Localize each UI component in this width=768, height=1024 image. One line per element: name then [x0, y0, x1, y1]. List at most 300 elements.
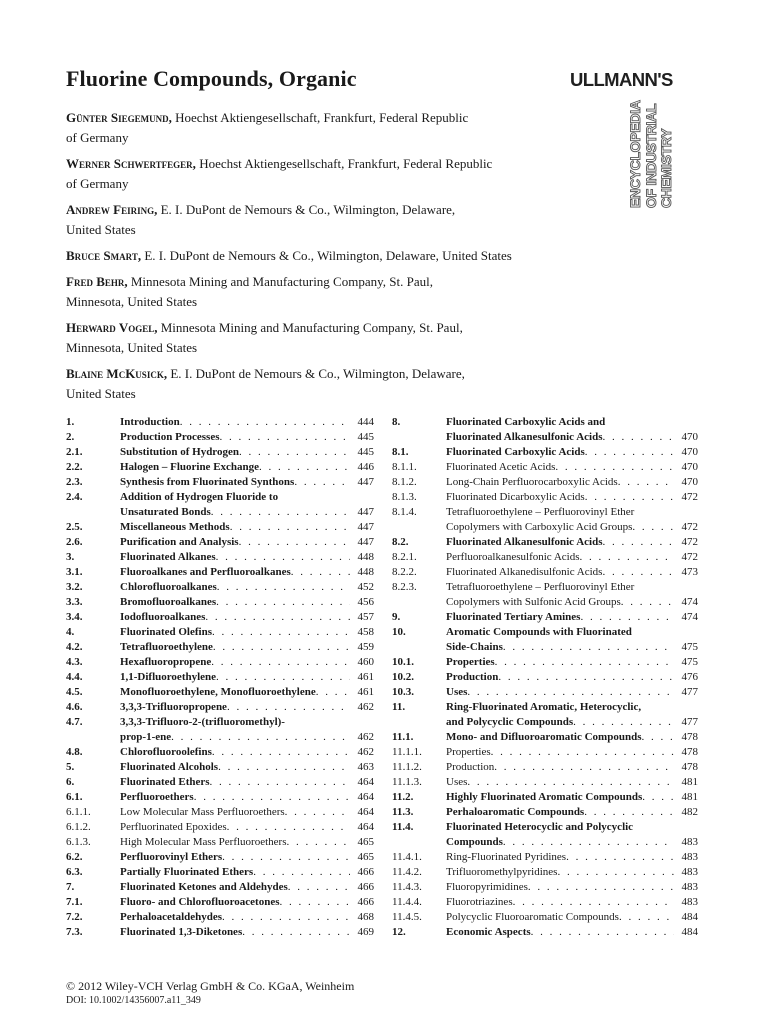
toc-section-title: Economic Aspects [446, 926, 531, 938]
toc-entry[interactable] [66, 745, 374, 760]
toc-section-title: Perfluoroalkanesulfonic Acids [446, 551, 580, 563]
toc-section-title: Fluorinated Alkanedisulfonic Acids [446, 566, 603, 578]
toc-leader-dots [642, 790, 674, 805]
author-affiliation: United States [66, 386, 136, 401]
toc-leader-dots [641, 730, 674, 745]
toc-entry[interactable] [392, 550, 698, 565]
toc-entry[interactable] [66, 850, 374, 865]
toc-page-number: 452 [357, 581, 374, 593]
toc-entry[interactable] [66, 565, 374, 580]
toc-leader-dots [212, 745, 350, 760]
toc-section-title: Bromofluoroalkanes [120, 596, 217, 608]
toc-section-number [66, 505, 120, 520]
toc-page-number: 470 [681, 446, 698, 458]
toc-page-number: 445 [357, 431, 374, 443]
toc-page-number: 478 [681, 731, 698, 743]
toc-section-number: 9. [392, 611, 401, 623]
toc-entry[interactable] [66, 790, 374, 805]
toc-section-title: Fluorotriazines [446, 896, 513, 908]
toc-entry[interactable] [66, 610, 374, 625]
toc-leader-dots [217, 580, 350, 595]
toc-leader-dots [632, 520, 674, 535]
toc-entry[interactable] [392, 670, 698, 685]
toc-section-title: Fluorinated Tertiary Amines [446, 611, 581, 623]
toc-leader-dots [171, 730, 350, 745]
toc-entry[interactable] [392, 730, 698, 745]
toc-leader-dots [194, 790, 350, 805]
toc-section-title: Tetrafluoroethylene – Perfluorovinyl Ether [446, 506, 635, 518]
toc-leader-dots [491, 745, 674, 760]
toc-page-number: 475 [681, 641, 698, 653]
toc-entry[interactable] [66, 520, 374, 535]
toc-page-number: 461 [357, 686, 374, 698]
toc-section-number: 2.1. [66, 446, 83, 458]
toc-leader-dots [227, 700, 350, 715]
toc-page-number: 466 [357, 896, 374, 908]
toc-section-number [392, 715, 446, 730]
toc-leader-dots [242, 925, 350, 940]
toc-page-number [674, 580, 698, 595]
toc-entry[interactable] [66, 820, 374, 835]
toc-section-title: Copolymers with Carboxylic Acid Groups [446, 521, 633, 533]
footer [66, 978, 354, 1008]
toc-section-number: 11.4.1. [392, 851, 422, 863]
toc-section-title: Perfluorinated Epoxides [120, 821, 227, 833]
toc-section-title: Compounds [446, 836, 503, 848]
author-affiliation: of Germany [66, 130, 129, 145]
toc-page-number: 484 [681, 926, 698, 938]
toc-page-number: 459 [357, 641, 374, 653]
toc-page-number: 445 [357, 446, 374, 458]
toc-entry[interactable] [392, 565, 698, 580]
toc-leader-dots [513, 895, 674, 910]
article-title: Fluorine Compounds, Organic [66, 66, 357, 91]
toc-page-number: 469 [357, 926, 374, 938]
toc-page-number: 464 [357, 776, 374, 788]
toc-section-number: 11.1.3. [392, 776, 422, 788]
toc-section-title: High Molecular Mass Perfluoroethers [120, 836, 287, 848]
toc-page-number: 470 [681, 476, 698, 488]
toc-section-number: 1. [66, 416, 75, 428]
toc-section-title: Fluorinated Alkanesulfonic Acids [446, 536, 603, 548]
toc-page-number [674, 415, 698, 430]
toc-page-number [350, 715, 374, 730]
toc-leader-dots [555, 460, 674, 475]
toc-entry[interactable] [392, 700, 698, 715]
toc-page-number: 447 [357, 521, 374, 533]
toc-section-number: 4.2. [66, 641, 83, 653]
toc-section-title: Aromatic Compounds with Fluorinated [446, 626, 632, 638]
toc-page-number: 472 [681, 491, 698, 503]
toc-section-number [66, 730, 120, 745]
toc-section-number: 8.1.1. [392, 461, 417, 473]
toc-leader-dots [316, 685, 350, 700]
toc-section-title: Low Molecular Mass Perfluoroethers [120, 806, 285, 818]
toc-entry[interactable] [66, 835, 374, 850]
toc-page-number: 460 [357, 656, 374, 668]
toc-section-title: Fluorinated Heterocyclic and Polycyclic [446, 821, 634, 833]
toc-entry[interactable] [392, 460, 698, 475]
author-entry [66, 246, 546, 266]
toc-entry[interactable] [392, 475, 698, 490]
toc-section-title: Hexafluoropropene [120, 656, 212, 668]
toc-entry[interactable] [392, 790, 698, 805]
toc-section-title: Mono- and Difluoroaromatic Compounds [446, 731, 642, 743]
toc-page-number: 472 [681, 551, 698, 563]
toc-page-number: 457 [357, 611, 374, 623]
toc-leader-dots [222, 910, 350, 925]
toc-entry[interactable] [66, 730, 374, 745]
toc-entry[interactable] [66, 775, 374, 790]
toc-entry[interactable] [392, 595, 698, 610]
toc-entry[interactable] [66, 595, 374, 610]
toc-page-number: 461 [357, 671, 374, 683]
toc-section-number: 4.7. [66, 716, 83, 728]
toc-page-number [674, 505, 698, 520]
toc-page-number: 466 [357, 881, 374, 893]
toc-section-title: Fluorinated Alkanesulfonic Acids [446, 431, 603, 443]
toc-page-number: 462 [357, 731, 374, 743]
toc-section-title: Chlorofluoroolefins [120, 746, 212, 758]
toc-entry[interactable] [66, 880, 374, 895]
toc-page-number: 474 [681, 611, 698, 623]
toc-leader-dots [220, 430, 351, 445]
toc-section-number: 4.8. [66, 746, 83, 758]
toc-section-title: Fluoroalkanes and Perfluoroalkanes [120, 566, 291, 578]
toc-section-number: 8.2.3. [392, 581, 417, 593]
toc-page-number: 484 [681, 911, 698, 923]
toc-section-title: Fluorinated Carboxylic Acids [446, 446, 585, 458]
toc-entry[interactable] [392, 655, 698, 670]
toc-section-number: 3.4. [66, 611, 83, 623]
toc-section-title: Side-Chains [446, 641, 503, 653]
toc-leader-dots [212, 625, 350, 640]
toc-leader-dots [619, 910, 674, 925]
logo-side-line: CHEMISTRY [658, 128, 674, 208]
toc-page-number: 478 [681, 761, 698, 773]
logo-vertical-text [628, 100, 675, 208]
toc-leader-dots [602, 565, 674, 580]
author-affiliation: E. I. DuPont de Nemours & Co., Wilmington, Delaware, United States [144, 248, 512, 263]
toc-section-title: Halogen – Fluorine Exchange [120, 461, 260, 473]
toc-section-number: 6.1.3. [66, 836, 91, 848]
toc-leader-dots [280, 895, 350, 910]
toc-section-number: 4.5. [66, 686, 83, 698]
author-entry [66, 272, 546, 312]
toc-entry[interactable] [66, 490, 374, 505]
toc-entry[interactable] [392, 610, 698, 625]
toc-entry[interactable] [66, 910, 374, 925]
toc-entry[interactable] [392, 445, 698, 460]
author-affiliation: Hoechst Aktiengesellschaft, Frankfurt, Federal Republic [199, 156, 493, 171]
toc-entry[interactable] [392, 850, 698, 865]
toc-page-number: 462 [357, 746, 374, 758]
toc-entry[interactable] [392, 925, 698, 940]
toc-entry[interactable] [392, 625, 698, 640]
toc-entry[interactable] [392, 775, 698, 790]
toc-section-number: 2.4. [66, 491, 83, 503]
toc-section-title: Chlorofluoroalkanes [120, 581, 217, 593]
toc-leader-dots [584, 805, 674, 820]
toc-section-number: 11.3. [392, 806, 414, 818]
author-name: Blaine McKusick, [66, 366, 168, 381]
toc-section-title: Partially Fluorinated Ethers [120, 866, 254, 878]
toc-leader-dots [218, 760, 350, 775]
toc-leader-dots [216, 550, 350, 565]
toc-section-number: 4. [66, 626, 75, 638]
logo-side-line: OF INDUSTRIAL [642, 103, 659, 208]
toc-section-title: Fluoropyrimidines [446, 881, 528, 893]
toc-entry[interactable] [66, 640, 374, 655]
author-name: Andrew Feiring, [66, 202, 158, 217]
author-affiliation: E. I. DuPont de Nemours & Co., Wilmington, Delaware, [170, 366, 465, 381]
toc-entry[interactable] [66, 685, 374, 700]
toc-entry[interactable] [66, 805, 374, 820]
toc-page-number: 444 [357, 416, 374, 428]
toc-leader-dots [467, 775, 674, 790]
toc-section-number: 7.3. [66, 926, 83, 938]
toc-section-title: Miscellaneous Methods [120, 521, 230, 533]
toc-page-number: 446 [357, 461, 374, 473]
toc-section-title: Fluorinated Dicarboxylic Acids [446, 491, 585, 503]
toc-entry[interactable] [392, 820, 698, 835]
toc-section-number [392, 430, 446, 445]
toc-section-title: 3,3,3-Trifluoropropene [120, 701, 227, 713]
toc-section-title: Fluoro- and Chlorofluoroacetones [120, 896, 280, 908]
toc-section-title: Properties [446, 746, 491, 758]
toc-section-title: Uses [446, 776, 468, 788]
toc-section-title: Fluorinated Alkanes [120, 551, 216, 563]
toc-section-number: 4.6. [66, 701, 83, 713]
toc-section-number: 2.6. [66, 536, 83, 548]
toc-entry[interactable] [392, 910, 698, 925]
toc-right-column [392, 415, 698, 940]
toc-section-number: 4.4. [66, 671, 83, 683]
toc-section-number: 8.2. [392, 536, 409, 548]
toc-section-title: Fluorinated Olefins [120, 626, 212, 638]
toc-entry[interactable] [392, 580, 698, 595]
toc-section-number: 3. [66, 551, 75, 563]
toc-leader-dots [180, 415, 350, 430]
toc-leader-dots [495, 655, 674, 670]
toc-section-title: Production Processes [120, 431, 220, 443]
toc-section-number: 5. [66, 761, 75, 773]
toc-page-number: 462 [357, 701, 374, 713]
toc-section-number: 3.1. [66, 566, 83, 578]
toc-section-title: Perhaloacetaldehydes [120, 911, 223, 923]
toc-section-title: 1,1-Difluoroethylene [120, 671, 217, 683]
toc-entry[interactable] [392, 895, 698, 910]
toc-leader-dots [285, 805, 350, 820]
toc-left-column [66, 415, 374, 940]
toc-leader-dots [585, 490, 674, 505]
toc-entry[interactable] [66, 760, 374, 775]
toc-section-title: Perfluoroethers [120, 791, 194, 803]
toc-page-number: 447 [357, 476, 374, 488]
toc-section-number: 6.3. [66, 866, 83, 878]
toc-section-number: 8.1.4. [392, 506, 417, 518]
toc-page-number: 483 [681, 851, 698, 863]
toc-section-title: Synthesis from Fluorinated Synthons [120, 476, 295, 488]
toc-entry[interactable] [66, 415, 374, 430]
toc-entry[interactable] [392, 685, 698, 700]
toc-section-number: 2.3. [66, 476, 83, 488]
toc-entry[interactable] [66, 655, 374, 670]
toc-entry[interactable] [66, 535, 374, 550]
author-affiliation: Minnesota Mining and Manufacturing Company, St. Paul, [160, 320, 463, 335]
toc-entry[interactable] [66, 550, 374, 565]
toc-leader-dots [585, 445, 674, 460]
toc-page-number [674, 625, 698, 640]
toc-section-title: Highly Fluorinated Aromatic Compounds [446, 791, 643, 803]
toc-section-title: Production [446, 671, 499, 683]
toc-section-title: Unsaturated Bonds [120, 506, 211, 518]
toc-page-number: 466 [357, 866, 374, 878]
toc-section-number: 2.2. [66, 461, 83, 473]
toc-entry[interactable] [392, 715, 698, 730]
toc-leader-dots [602, 430, 674, 445]
toc-page-number: 477 [681, 686, 698, 698]
author-affiliation: Minnesota Mining and Manufacturing Company, St. Paul, [130, 274, 433, 289]
toc-section-title: Purification and Analysis [120, 536, 239, 548]
author-entry [66, 154, 546, 194]
author-entry [66, 364, 546, 404]
toc-section-title: and Polycyclic Compounds [446, 716, 574, 728]
toc-page-number: 483 [681, 836, 698, 848]
toc-page-number: 464 [357, 806, 374, 818]
toc-entry[interactable] [392, 805, 698, 820]
toc-page-number: 465 [357, 836, 374, 848]
toc-entry[interactable] [66, 700, 374, 715]
author-entry [66, 318, 546, 358]
toc-entry[interactable] [392, 835, 698, 850]
toc-entry[interactable] [392, 415, 698, 430]
toc-section-number: 11.2. [392, 791, 414, 803]
toc-entry[interactable] [66, 460, 374, 475]
toc-entry[interactable] [66, 505, 374, 520]
toc-leader-dots [291, 565, 350, 580]
toc-leader-dots [580, 550, 675, 565]
toc-leader-dots [239, 535, 350, 550]
toc-page-number: 448 [357, 566, 374, 578]
author-name: Fred Behr, [66, 274, 128, 289]
author-affiliation: E. I. DuPont de Nemours & Co., Wilmington, Delaware, [160, 202, 456, 217]
toc-entry[interactable] [392, 535, 698, 550]
toc-entry[interactable] [392, 865, 698, 880]
toc-section-title: Polycyclic Fluoroaromatic Compounds [446, 911, 619, 923]
toc-section-title: Tetrafluoroethylene – Perfluorovinyl Ether [446, 581, 635, 593]
toc-section-number: 8.1.2. [392, 476, 417, 488]
toc-section-number: 11.4.2. [392, 866, 422, 878]
author-affiliation: Minnesota, United States [66, 340, 198, 355]
toc-entry[interactable] [392, 760, 698, 775]
toc-page-number: 483 [681, 881, 698, 893]
toc-entry[interactable] [66, 430, 374, 445]
author-affiliation: United States [66, 222, 136, 237]
toc-section-number [392, 595, 446, 610]
toc-leader-dots [467, 685, 674, 700]
toc-entry[interactable] [66, 445, 374, 460]
toc-section-title: Monofluoroethylene, Monofluoroethylene [120, 686, 316, 698]
toc-page-number: 483 [681, 866, 698, 878]
toc-entry[interactable] [66, 925, 374, 940]
toc-page-number: 456 [357, 596, 374, 608]
toc-leader-dots [288, 880, 350, 895]
toc-section-number: 11.1.1. [392, 746, 422, 758]
toc-page-number: 482 [681, 806, 698, 818]
toc-entry[interactable] [392, 490, 698, 505]
toc-entry[interactable] [392, 880, 698, 895]
toc-entry[interactable] [66, 475, 374, 490]
toc-section-number: 10.3. [392, 686, 414, 698]
author-name: Günter Siegemund, [66, 110, 172, 125]
toc-entry[interactable] [392, 430, 698, 445]
toc-section-title: Production [446, 761, 495, 773]
toc-section-title: Tetrafluoroethylene [120, 641, 213, 653]
toc-section-number: 6.1. [66, 791, 83, 803]
toc-section-title: Fluorinated Acetic Acids [446, 461, 556, 473]
toc-section-number: 11. [392, 701, 406, 713]
toc-page-number: 474 [681, 596, 698, 608]
toc-page-number: 477 [681, 716, 698, 728]
toc-page-number: 476 [681, 671, 698, 683]
toc-entry[interactable] [392, 745, 698, 760]
copyright-notice: © 2012 Wiley-VCH Verlag GmbH & Co. KGaA, Weinheim [66, 979, 355, 993]
author-entry [66, 200, 546, 240]
toc-leader-dots [210, 775, 350, 790]
toc-section-title: prop-1-ene [120, 731, 172, 743]
author-name: Bruce Smart, [66, 248, 142, 263]
toc-page-number: 458 [357, 626, 374, 638]
toc-section-number: 8.1.3. [392, 491, 417, 503]
toc-section-number: 10.2. [392, 671, 414, 683]
toc-leader-dots [211, 655, 350, 670]
toc-section-number: 7.1. [66, 896, 83, 908]
toc-page-number: 472 [681, 536, 698, 548]
toc-page-number: 481 [681, 776, 698, 788]
toc-page-number: 465 [357, 851, 374, 863]
toc-page-number [350, 490, 374, 505]
author-entry [66, 108, 546, 148]
toc-page-number: 473 [681, 566, 698, 578]
toc-leader-dots [573, 715, 674, 730]
toc-section-number [392, 640, 446, 655]
toc-page-number: 464 [357, 821, 374, 833]
toc-page-number: 448 [357, 551, 374, 563]
toc-entry[interactable] [66, 625, 374, 640]
toc-section-number: 11.4. [392, 821, 414, 833]
toc-section-number: 4.3. [66, 656, 83, 668]
toc-entry[interactable] [392, 505, 698, 520]
toc-leader-dots [227, 820, 350, 835]
toc-page-number: 470 [681, 431, 698, 443]
toc-entry[interactable] [392, 520, 698, 535]
toc-section-title: Perfluorovinyl Ethers [120, 851, 223, 863]
toc-section-number: 6.1.1. [66, 806, 91, 818]
toc-entry[interactable] [66, 580, 374, 595]
toc-page-number: 463 [357, 761, 374, 773]
toc-page-number: 447 [357, 506, 374, 518]
toc-section-number [392, 520, 446, 535]
toc-entry[interactable] [66, 895, 374, 910]
toc-entry[interactable] [392, 640, 698, 655]
toc-entry[interactable] [66, 715, 374, 730]
logo-wordmark: ULLMANN'S [570, 69, 673, 90]
toc-section-title: Fluorinated Carboxylic Acids and [446, 416, 606, 428]
toc-entry[interactable] [66, 865, 374, 880]
toc-section-number: 11.1. [392, 731, 414, 743]
toc-entry[interactable] [66, 670, 374, 685]
